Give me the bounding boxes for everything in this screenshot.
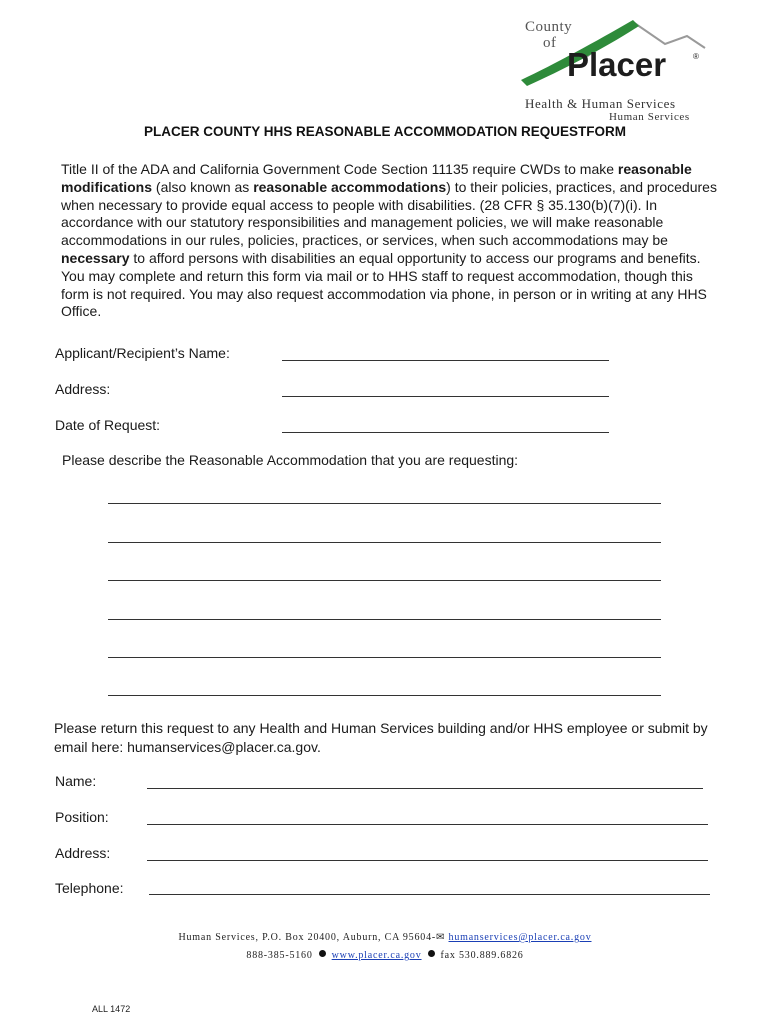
intro-text-2: (also known as <box>152 178 254 195</box>
applicant-address-label: Address: <box>55 381 111 397</box>
footer-address: Human Services, P.O. Box 20400, Auburn, CA 95604- <box>178 932 437 943</box>
mail-icon: ✉ <box>436 932 446 943</box>
footer-address-line <box>0 932 770 943</box>
staff-address-field[interactable] <box>147 860 708 861</box>
staff-name-field[interactable] <box>147 788 703 789</box>
footer-website-link[interactable]: www.placer.ca.gov <box>331 950 422 961</box>
bullet-icon <box>319 950 326 957</box>
staff-address-label: Address: <box>55 845 111 861</box>
footer-contact-line <box>0 950 770 961</box>
description-line[interactable] <box>108 657 661 658</box>
footer-fax: fax 530.889.6826 <box>440 950 524 961</box>
applicant-name-label: Applicant/Recipient’s Name: <box>55 345 230 361</box>
return-instructions: Please return this request to any Health and Human Services building and/or HHS employee or submit by email here: humanservices@placer.ca.gov. <box>54 720 708 755</box>
intro-text-1: Title II of the ADA and California Government Code Section 11135 require CWDs to make <box>61 161 618 177</box>
description-line[interactable] <box>108 542 661 543</box>
staff-position-label: Position: <box>55 809 109 825</box>
intro-bold-2: reasonable accommodations <box>253 178 447 195</box>
staff-telephone-field[interactable] <box>149 894 710 895</box>
county-logo <box>515 14 715 124</box>
applicant-name-field[interactable] <box>282 360 609 361</box>
logo-county-text: County <box>525 19 573 35</box>
staff-name-label: Name: <box>55 773 97 789</box>
intro-text-3: ) to their policies, practices, and procedures when necessary to provide equal access to people with disabilities. (28 CFR § 35.130(b)(7)(i). In accordance with our statutory responsibilities and management policies, we will make reasonable accommodations in our rules, policies, practices, or services, when such accommodations may be <box>61 178 717 249</box>
logo-department-text: Health & Human Services <box>525 96 676 111</box>
description-line[interactable] <box>108 619 661 620</box>
form-code: ALL 1472 <box>92 1004 131 1014</box>
bullet-icon <box>428 950 435 957</box>
logo-of-text: of <box>543 35 557 51</box>
describe-prompt: Please describe the Reasonable Accommodation that you are requesting: <box>62 452 519 468</box>
description-line[interactable] <box>108 503 661 504</box>
footer-phone: 888-385-5160 <box>246 950 313 961</box>
registered-mark: ® <box>693 52 699 61</box>
form-title: PLACER COUNTY HHS REASONABLE ACCOMMODATION REQUESTFORM <box>143 124 626 139</box>
intro-paragraph <box>61 161 721 321</box>
description-line[interactable] <box>108 695 661 696</box>
staff-position-field[interactable] <box>147 824 708 825</box>
date-of-request-field[interactable] <box>282 432 609 433</box>
description-line[interactable] <box>108 580 661 581</box>
footer-email-link[interactable]: humanservices@placer.ca.gov <box>448 932 592 943</box>
date-of-request-label: Date of Request: <box>55 417 161 433</box>
applicant-address-field[interactable] <box>282 396 609 397</box>
intro-bold-3: necessary <box>61 249 130 266</box>
staff-telephone-label: Telephone: <box>55 880 124 896</box>
logo-subdepartment-text: Human Services <box>609 111 690 123</box>
intro-bold-1: reasonable modifications <box>61 161 692 195</box>
logo-placer-text: Placer <box>567 46 667 83</box>
intro-text-4: to afford persons with disabilities an equal opportunity to access our programs and benefits. You may complete and return this form via mail or to HHS staff to request accommodation, though this form is not required. You may also request accommodation via phone, in person or in writing at any HHS Office. <box>61 249 707 320</box>
